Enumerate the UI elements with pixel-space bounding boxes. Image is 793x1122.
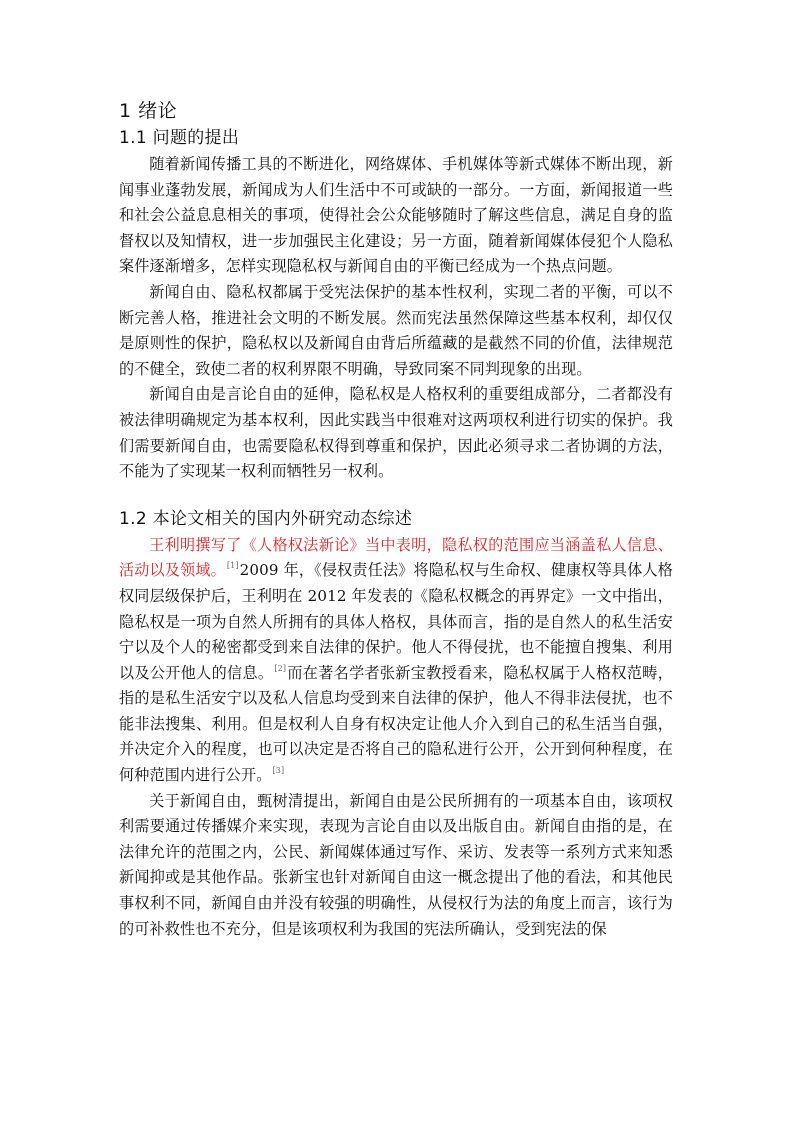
citation-1: [1] bbox=[226, 561, 239, 571]
paragraph-3: 新闻自由是言论自由的延伸，隐私权是人格权利的重要组成部分，二者都没有被法律明确规定为基本权利，因此实践当中很难对这两项权利进行切实的保护。我们需要新闻自由，也需要隐私权得到尊重和保护，因此必须寻求二者协调的方法，不能为了实现某一权利而牺牲另一权利。 bbox=[119, 385, 673, 481]
document-body bbox=[119, 98, 673, 942]
paragraph-1: 随着新闻传播工具的不断进化，网络媒体、手机媒体等新式媒体不断出现，新闻事业蓬勃发展，新闻成为人们生活中不可或缺的一部分。一方面，新闻报道一些和社会公益息息相关的事项，使得社会公众能够随时了解这些信息，满足自身的监督权以及知情权，进一步加强民主化建设；另一方面，随着新闻媒体侵犯个人隐私案件逐渐增多，怎样实现隐私权与新闻自由的平衡已经成为一个热点问题。 bbox=[119, 155, 673, 276]
highlighted-text: 王利明撰写了《人格权法新论》当中表明，隐私权的范围应当涵盖私人信息、活动以及领域。 bbox=[119, 535, 673, 580]
section-heading-1-2: 1.2 本论文相关的国内外研究动态综述 bbox=[119, 508, 413, 529]
citation-2: [2] bbox=[274, 663, 287, 673]
paragraph-4-text-a: 2009 年，《侵权责任法》将隐私权与生命权、健康权等具体人格权同层级保护后，王利明在 2012 年发表的《隐私权概念的再界定》一文中指出，隐私权是一项为自然人所拥有的具体人格权，具体而言，指的是自然人的私生活安宁以及个人的秘密都受到来自法律的保护。他人不得侵扰，也不能擅自搜集、利用以及公开他人的信息。 bbox=[119, 561, 673, 682]
section-heading-1-1: 1.1 问题的提出 bbox=[119, 128, 240, 148]
paragraph-4 bbox=[119, 533, 673, 789]
paragraph-5: 关于新闻自由，甄树清提出，新闻自由是公民所拥有的一项基本自由，该项权利需要通过传播媒介来实现，表现为言论自由以及出版自由。新闻自由指的是，在法律允许的范围之内，公民、新闻媒体通过写作、采访、发表等一系列方式来知悉新闻抑或是其他作品。张新宝也针对新闻自由这一概念提出了他的看法，和其他民事权利不同，新闻自由并没有较强的明确性，从侵权行为法的角度上而言，该行为的可补救性也不充分，但是该项权利为我国的宪法所确认，受到宪法的保 bbox=[119, 791, 673, 938]
citation-3: [3] bbox=[272, 766, 285, 776]
chapter-heading: 1 绪论 bbox=[119, 100, 178, 122]
paragraph-4-text-b: 而在著名学者张新宝教授看来，隐私权属于人格权范畴，指的是私生活安宁以及私人信息均受到来自法律的保护，他人不得非法侵扰，也不能非法搜集、利用。但是权利人自身有权决定让他人介入到自己的私生活当自强，并决定介入的程度，也可以决定是否将自己的隐私进行公开，公开到何种程度，在何种范围内进行公开。 bbox=[119, 663, 673, 785]
paragraph-2: 新闻自由、隐私权都属于受宪法保护的基本性权利，实现二者的平衡，可以不断完善人格，推进社会文明的不断发展。然而宪法虽然保障这些基本权利，却仅仅是原则性的保护，隐私权以及新闻自由背后所蕴藏的是截然不同的价值，法律规范的不健全，致使二者的权利界限不明确，导致同案不同判现象的出现。 bbox=[119, 282, 673, 378]
